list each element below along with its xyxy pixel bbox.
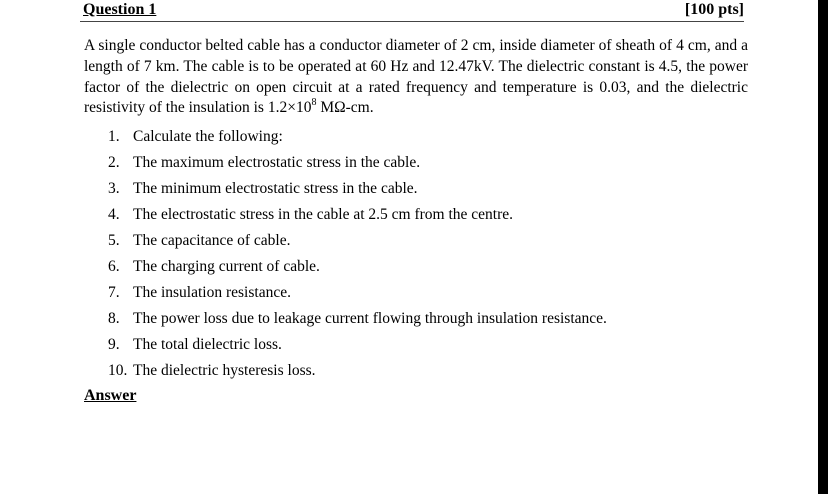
question-title: Question 1 — [83, 1, 157, 18]
item-number: 7. — [108, 284, 120, 301]
header-divider — [80, 21, 744, 22]
list-item — [108, 179, 607, 205]
answer-heading: Answer — [84, 387, 137, 404]
item-text: Calculate the following: — [133, 128, 283, 145]
problem-text: A single conductor belted cable has a conductor diameter of 2 cm, inside diameter of sheath of 4 cm, and a length of 7 km. The cable is to be operated at 60 Hz and 12.47kV. The dielectric constant is 4.5, the power factor of the dielectric on open circuit at a rated frequency and temperature is 0.03, and the dielectric resistivity of the insulation is 1.2×10 — [84, 37, 748, 117]
item-number: 9. — [108, 336, 120, 353]
list-item — [108, 257, 607, 283]
item-text: The total dielectric loss. — [133, 336, 282, 353]
item-number: 5. — [108, 232, 120, 249]
item-number: 2. — [108, 154, 120, 171]
item-number: 1. — [108, 128, 120, 145]
item-number: 4. — [108, 206, 120, 223]
list-item — [108, 361, 607, 387]
item-text: The dielectric hysteresis loss. — [133, 362, 316, 379]
item-number: 8. — [108, 310, 120, 327]
list-item — [108, 205, 607, 231]
item-text: The maximum electrostatic stress in the cable. — [133, 154, 421, 171]
exponent: 8 — [311, 97, 317, 109]
list-item — [108, 283, 607, 309]
list-item — [108, 127, 607, 153]
item-text: The power loss due to leakage current flowing through insulation resistance. — [133, 310, 607, 327]
item-number: 10. — [108, 362, 128, 379]
item-number: 6. — [108, 258, 120, 275]
problem-text-end: MΩ-cm. — [316, 99, 374, 117]
list-item — [108, 309, 607, 335]
item-text: The insulation resistance. — [133, 284, 291, 301]
item-text: The minimum electrostatic stress in the cable. — [133, 180, 418, 197]
item-number: 3. — [108, 180, 120, 197]
list-item — [108, 335, 607, 361]
problem-statement — [84, 36, 748, 119]
task-list — [108, 127, 607, 387]
list-item — [108, 231, 607, 257]
item-text: The charging current of cable. — [133, 258, 320, 275]
item-text: The capacitance of cable. — [133, 232, 291, 249]
points-label: [100 pts] — [684, 1, 744, 18]
list-item — [108, 153, 607, 179]
item-text: The electrostatic stress in the cable at 2.5 cm from the centre. — [133, 206, 514, 223]
